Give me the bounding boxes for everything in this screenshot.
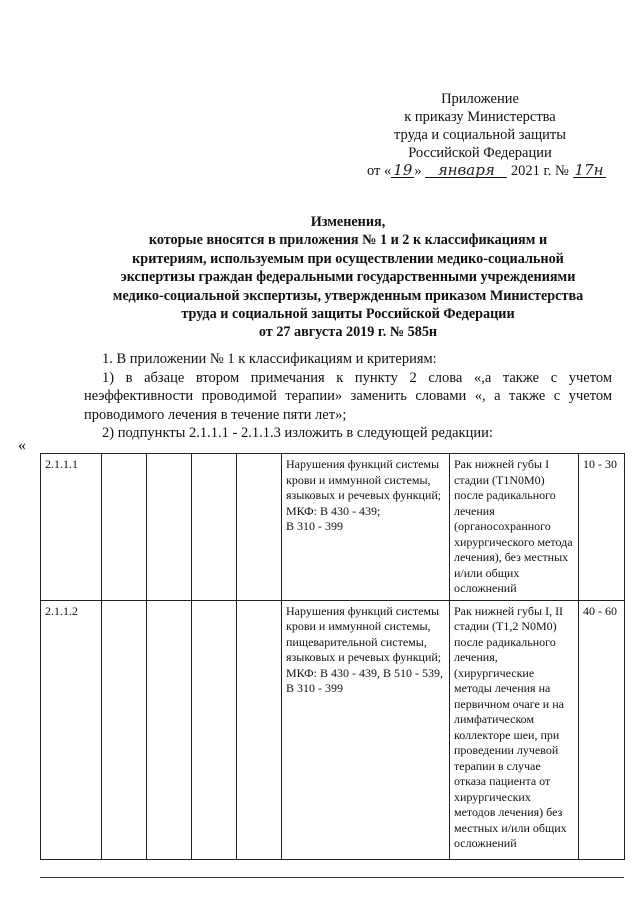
title-line: труда и социальной защиты Российской Федерации — [181, 306, 515, 323]
order-date — [367, 163, 627, 180]
appendix-line: к приказу Министерства — [404, 109, 556, 125]
paragraph-2-line-2: неэффективности проводимой терапии» заменить словами «, а также с учетом — [84, 388, 612, 405]
title-line: экспертизы граждан федеральными государственными учреждениями — [120, 269, 576, 286]
opening-quote: « — [18, 437, 26, 454]
date-mid: » — [414, 163, 422, 179]
cell-empty — [192, 454, 237, 601]
handwritten-month: января — [425, 163, 507, 178]
table-row — [41, 454, 625, 601]
appendix-line: труда и социальной защиты — [394, 127, 566, 143]
date-year: 2021 г. № — [510, 163, 569, 179]
handwritten-number: 17н — [574, 161, 604, 179]
body-text — [84, 350, 612, 443]
cell-condition: Рак нижней губы I, II стадии (T1,2 N0M0) после радикального лечения, (хирургические методы лечения на первичном очаге и на лимфатическом коллекторе шеи, при проведении лучевой терапии в случае отказа пациента от хирургических методов лечения) без местных и/или общих осложнений — [450, 600, 579, 859]
paragraph-1: 1. В приложении № 1 к классификациям и критериям: — [102, 351, 437, 367]
cell-functions: Нарушения функций системы крови и иммунной системы, языковых и речевых функций; МКФ: B 430 - 439; B 310 - 399 — [282, 454, 450, 601]
table-row — [41, 600, 625, 859]
cell-empty — [102, 454, 147, 601]
cell-empty — [147, 600, 192, 859]
title-line: медико-социальной экспертизы, утвержденным приказом Министерства — [112, 287, 584, 304]
paragraph-2-line-1: 1) в абзаце втором примечания к пункту 2 слова «,а также с учетом — [102, 369, 612, 386]
cell-empty — [237, 600, 282, 859]
cell-empty — [102, 600, 147, 859]
cell-code: 2.1.1.2 — [41, 600, 102, 859]
cell-functions: Нарушения функций системы крови и иммунной системы, пищеварительной системы, языковых и речевых функций; МКФ: B 430 - 439, B 510 - 539, B 310 - 399 — [282, 600, 450, 859]
appendix-line: Российской Федерации — [408, 145, 552, 161]
appendix-header — [360, 90, 600, 162]
cell-condition: Рак нижней губы I стадии (T1N0M0) после радикального лечения (органосохранного хирургического метода лечения), без местных и/или общих осложнений — [450, 454, 579, 601]
classification-table — [40, 453, 625, 860]
cell-empty — [237, 454, 282, 601]
paragraph-3: 2) подпункты 2.1.1.1 - 2.1.1.3 изложить в следующей редакции: — [102, 425, 493, 442]
cell-percent: 40 - 60 — [579, 600, 625, 859]
paragraph-2-line-3: проводимого лечения в течение пяти лет»; — [84, 406, 347, 423]
handwritten-day: 19 — [393, 161, 413, 179]
appendix-line: Приложение — [441, 91, 519, 107]
title-line: Изменения, — [310, 214, 386, 230]
document-title — [84, 213, 612, 342]
cell-percent: 10 - 30 — [579, 454, 625, 601]
cell-empty — [147, 454, 192, 601]
date-prefix: от « — [367, 163, 392, 179]
title-line: которые вносятся в приложения № 1 и 2 к классификациям и — [148, 232, 548, 249]
table-bottom-rule — [40, 877, 624, 878]
cell-code: 2.1.1.1 — [41, 454, 102, 601]
title-line: от 27 августа 2019 г. № 585н — [258, 324, 438, 341]
title-line: критериям, используемым при осуществлении медико-социальной — [132, 250, 564, 267]
cell-empty — [192, 600, 237, 859]
